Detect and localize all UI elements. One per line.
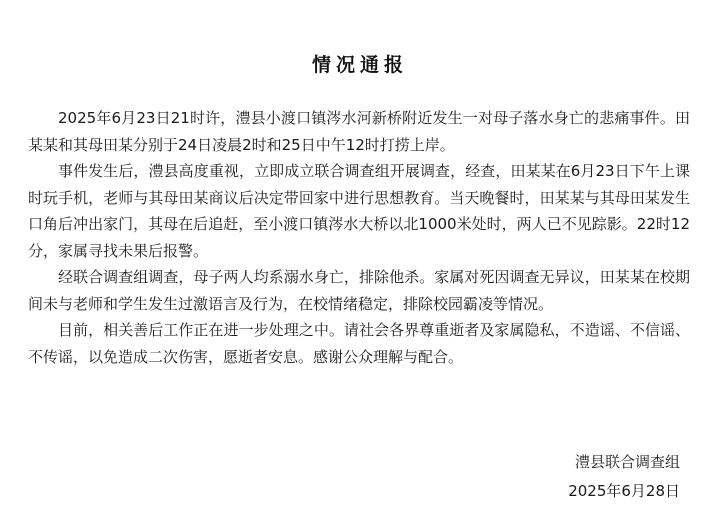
signature-date: 2025年6月28日 <box>568 482 680 500</box>
paragraph-4: 目前，相关善后工作正在进一步处理之中。请社会各界尊重逝者及家属隐私，不造谣、不信谣、不传谣，以免造成二次伤害，愿逝者安息。感谢公众理解与配合。 <box>28 321 690 366</box>
document-body <box>28 105 690 370</box>
paragraph-3: 经联合调查组调查，母子两人均系溺水身亡，排除他杀。家属对死因调查无异议，田某某在校期间未与老师和学生发生过激语言及行为，在校情绪稳定，排除校园霸凌等情况。 <box>28 268 690 313</box>
document-title: 情况通报 <box>311 54 408 76</box>
signature-organization: 澧县联合调查组 <box>574 453 680 471</box>
paragraph-2: 事件发生后，澧县高度重视，立即成立联合调查组开展调查，经查，田某某在6月23日下午上课时玩手机，老师与其母田某商议后决定带回家中进行思想教育。当天晚餐时，田某某与其母田某发生口角后冲出家门，其母在后追赶，至小渡口镇涔水大桥以北1000米处时，两人已不见踪影。22时12分，家属寻找未果后报警。 <box>28 162 690 260</box>
paragraph-1: 2025年6月23日21时许，澧县小渡口镇涔水河新桥附近发生一对母子落水身亡的悲痛事件。田某某和其母田某分别于24日凌晨2时和25日中午12时打捞上岸。 <box>28 109 690 154</box>
